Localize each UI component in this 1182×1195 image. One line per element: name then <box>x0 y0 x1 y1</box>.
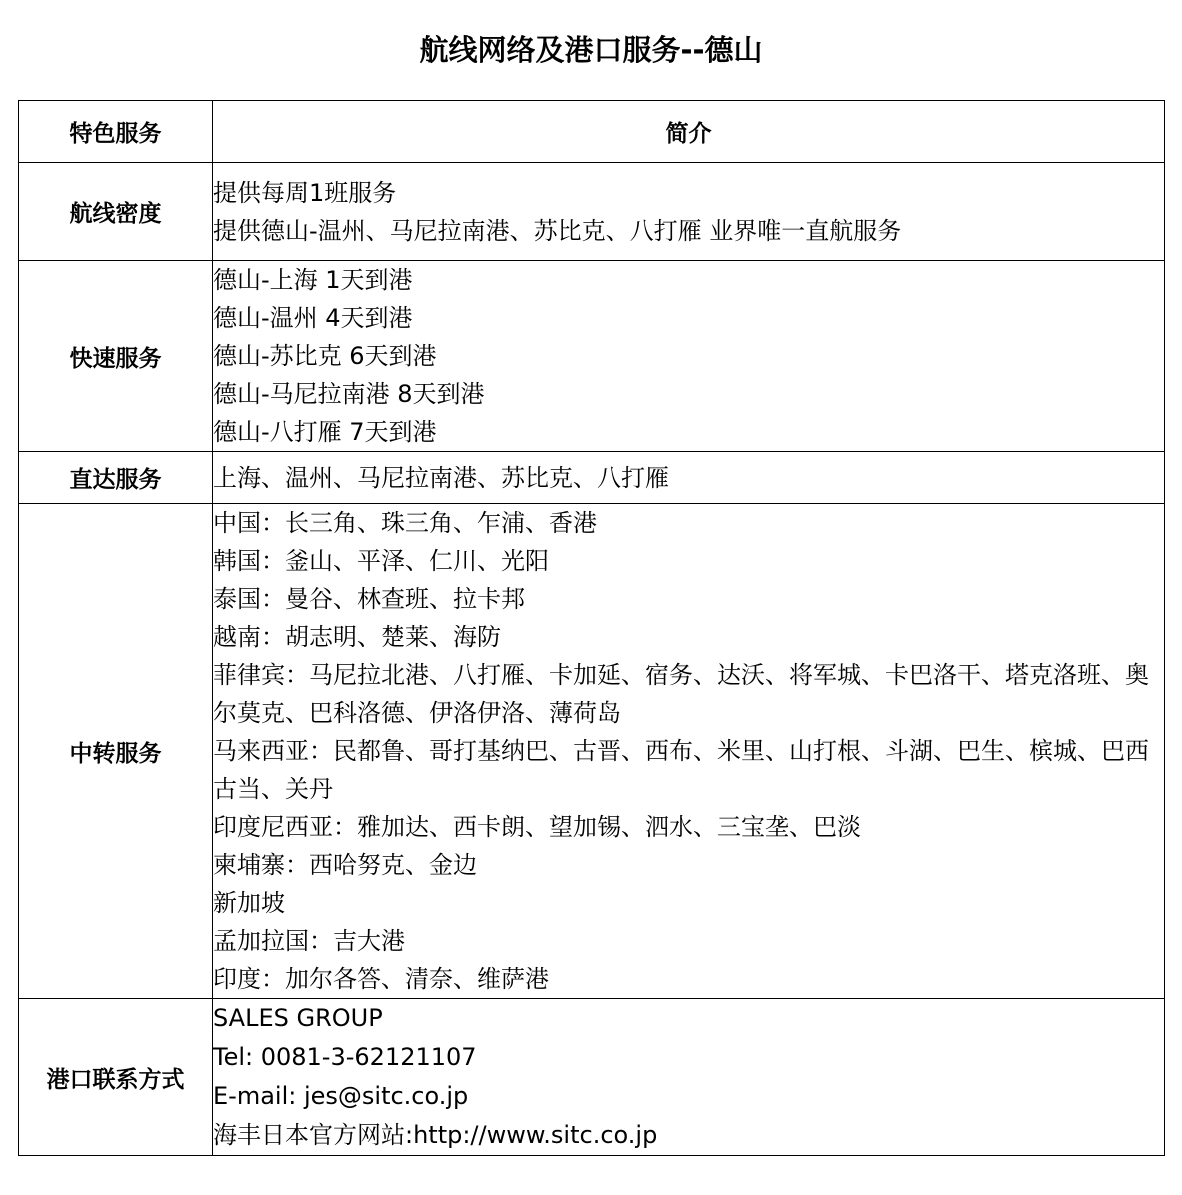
content-line: 提供德山-温州、马尼拉南港、苏比克、八打雁 业界唯一直航服务 <box>213 216 902 245</box>
content-line: 提供每周1班服务 <box>213 178 397 207</box>
row-label: 港口联系方式 <box>19 999 213 1156</box>
content-line: 菲律宾：马尼拉北港、八打雁、卡加延、宿务、达沃、将军城、卡巴洛干、塔克洛班、奥尔莫克、巴科洛德、伊洛伊洛、薄荷岛 <box>213 661 1149 727</box>
content-line: 德山-上海 1天到港 <box>213 266 413 294</box>
row-express-service <box>19 261 1165 452</box>
website-text: 海丰日本官方网站:http://www.sitc.co.jp <box>213 1121 658 1149</box>
service-table <box>18 100 1165 1156</box>
email-text: E-mail: jes@sitc.co.jp <box>213 1082 469 1110</box>
content-line: 泰国：曼谷、林查班、拉卡邦 <box>213 585 525 613</box>
row-label: 直达服务 <box>19 452 213 504</box>
content-line: 柬埔寨：西哈努克、金边 <box>213 851 477 879</box>
tel-text: Tel: 0081-3-62121107 <box>213 1043 477 1071</box>
content-line: 新加坡 <box>213 889 285 917</box>
row-label: 中转服务 <box>19 504 213 999</box>
content-line: 德山-八打雁 7天到港 <box>213 418 437 446</box>
content-line: 中国：长三角、珠三角、乍浦、香港 <box>213 509 597 537</box>
row-transfer-service <box>19 504 1165 999</box>
row-content <box>213 163 1165 261</box>
content-line: 德山-苏比克 6天到港 <box>213 342 437 370</box>
content-line: 印度：加尔各答、清奈、维萨港 <box>213 965 549 993</box>
content-line: 孟加拉国：吉大港 <box>213 927 405 955</box>
header-intro: 简介 <box>213 101 1165 163</box>
row-direct-service <box>19 452 1165 504</box>
row-label: 航线密度 <box>19 163 213 261</box>
header-feature: 特色服务 <box>19 101 213 163</box>
row-content <box>213 999 1165 1156</box>
page-title: 航线网络及港口服务--德山 <box>419 33 763 67</box>
table-header-row <box>19 101 1165 163</box>
row-route-density <box>19 163 1165 261</box>
content-line: 马来西亚：民都鲁、哥打基纳巴、古晋、西布、米里、山打根、斗湖、巴生、槟城、巴西古当、关丹 <box>213 737 1149 803</box>
content-line: 越南：胡志明、楚莱、海防 <box>213 623 501 651</box>
row-port-contact <box>19 999 1165 1156</box>
row-label: 快速服务 <box>19 261 213 452</box>
row-content <box>213 504 1165 999</box>
content-line: 韩国：釜山、平泽、仁川、光阳 <box>213 547 549 575</box>
row-content <box>213 261 1165 452</box>
row-content <box>213 452 1165 504</box>
content-line: 德山-温州 4天到港 <box>213 304 413 332</box>
content-line: 德山-马尼拉南港 8天到港 <box>213 380 485 408</box>
sales-group-text: SALES GROUP <box>213 1004 383 1032</box>
content-line: 印度尼西亚：雅加达、西卡朗、望加锡、泗水、三宝垄、巴淡 <box>213 813 861 841</box>
content-line: 上海、温州、马尼拉南港、苏比克、八打雁 <box>213 463 669 492</box>
